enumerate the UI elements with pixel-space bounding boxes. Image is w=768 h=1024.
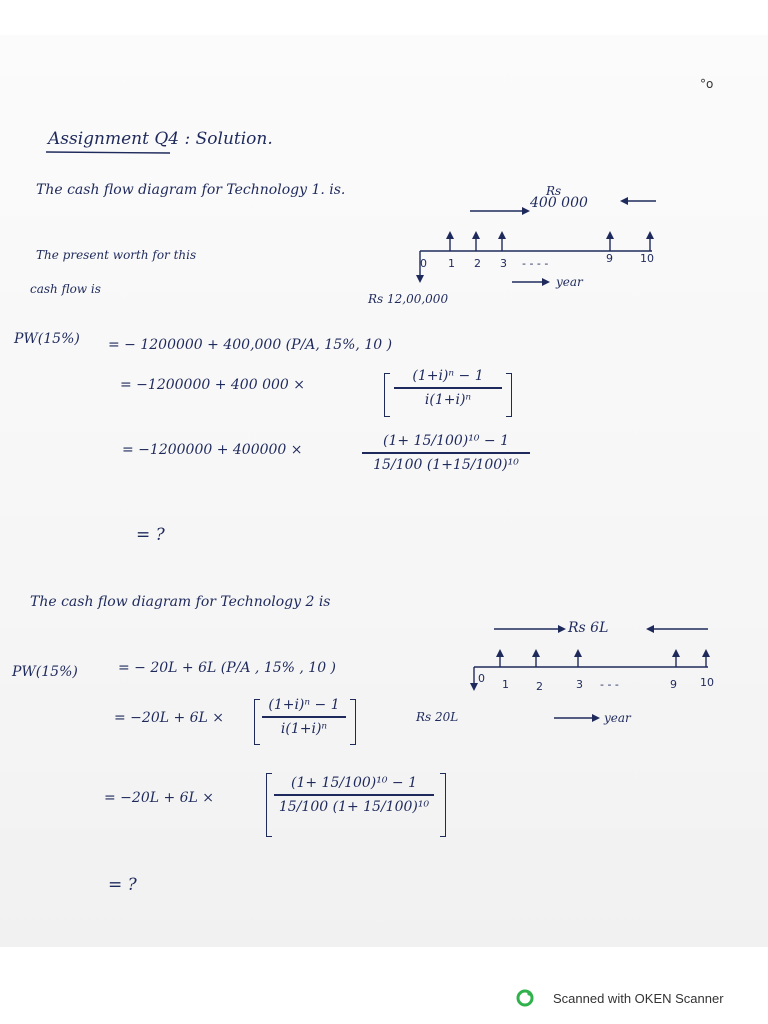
tech1-pw-intro-2: cash flow is bbox=[30, 282, 101, 296]
tech1-tick-1: 1 bbox=[448, 257, 455, 270]
tech2-tick-dots: - - - bbox=[600, 678, 619, 691]
tech1-intro: The cash flow diagram for Technology 1. is. bbox=[36, 182, 346, 198]
tech2-eq2-bracket-right bbox=[350, 699, 356, 745]
tech1-amount: 400 000 bbox=[530, 195, 588, 211]
scanned-page bbox=[0, 35, 768, 947]
title-underline bbox=[46, 149, 176, 157]
tech1-year-arrow bbox=[512, 277, 552, 287]
corner-mark: °o bbox=[700, 77, 714, 91]
tech1-cashflow-diagram bbox=[410, 195, 670, 285]
tech2-tick-10: 10 bbox=[700, 676, 714, 689]
tech1-pw-intro-1: The present worth for this bbox=[36, 248, 197, 262]
tech2-eq2-fraction bbox=[262, 697, 346, 737]
tech2-eq3-fraction bbox=[274, 775, 434, 815]
tech2-pw-lhs: PW(15%) bbox=[12, 664, 78, 680]
tech1-pw-lhs: PW(15%) bbox=[14, 331, 80, 347]
tech2-eq3-numerator: (1+ 15/100)¹⁰ − 1 bbox=[290, 775, 418, 791]
tech1-tick-dots: - - - - bbox=[522, 257, 549, 270]
tech1-eq3: = −1200000 + 400000 × bbox=[122, 442, 303, 458]
tech1-eq2-denominator: i(1+i)ⁿ bbox=[424, 391, 472, 408]
tech1-result: = ? bbox=[136, 525, 165, 545]
tech1-eq1: = − 1200000 + 400,000 (P/A, 15%, 10 ) bbox=[108, 337, 393, 353]
page-title: Assignment Q4 : Solution. bbox=[48, 129, 273, 149]
tech2-intro: The cash flow diagram for Technology 2 is bbox=[30, 594, 331, 610]
tech1-eq2-numerator: (1+i)ⁿ − 1 bbox=[412, 368, 484, 384]
tech1-tick-2: 2 bbox=[474, 257, 481, 270]
scanner-footer bbox=[0, 947, 768, 1024]
tech2-initial-cost: Rs 20L bbox=[416, 710, 459, 724]
tech1-eq3-denominator: 15/100 (1+15/100)¹⁰ bbox=[373, 456, 519, 473]
tech1-axis-label: year bbox=[556, 275, 583, 289]
tech1-eq2-bracket-left bbox=[384, 373, 390, 417]
tech2-amount: Rs 6L bbox=[568, 620, 609, 636]
tech1-eq2-fraction bbox=[394, 368, 502, 408]
tech1-tick-10: 10 bbox=[640, 252, 654, 265]
tech2-axis-label: year bbox=[604, 711, 631, 725]
tech1-eq2: = −1200000 + 400 000 × bbox=[120, 377, 305, 393]
tech2-tick-2: 2 bbox=[536, 680, 543, 693]
tech1-tick-3: 3 bbox=[500, 257, 507, 270]
tech1-eq3-numerator: (1+ 15/100)¹⁰ − 1 bbox=[382, 433, 510, 449]
oken-scanner-logo-icon bbox=[516, 989, 534, 1007]
tech1-initial-cost: Rs 12,00,000 bbox=[368, 292, 449, 306]
tech2-cashflow-diagram bbox=[464, 620, 724, 703]
tech1-eq3-fraction bbox=[362, 433, 530, 473]
tech1-tick-0: 0 bbox=[420, 257, 427, 270]
tech2-tick-0: 0 bbox=[478, 672, 485, 685]
scanner-watermark-text: Scanned with OKEN Scanner bbox=[553, 991, 724, 1006]
tech2-eq3-bracket-left bbox=[266, 773, 272, 837]
tech2-eq2-numerator: (1+i)ⁿ − 1 bbox=[268, 697, 340, 713]
tech2-eq2-denominator: i(1+i)ⁿ bbox=[280, 720, 328, 737]
tech2-result: = ? bbox=[108, 875, 137, 895]
tech1-amount-label: Rs bbox=[546, 184, 562, 198]
tech1-tick-9: 9 bbox=[606, 252, 613, 265]
tech2-eq2-bracket-left bbox=[254, 699, 260, 745]
tech2-tick-3: 3 bbox=[576, 678, 583, 691]
tech2-year-arrow bbox=[554, 713, 602, 723]
tech2-tick-9: 9 bbox=[670, 678, 677, 691]
tech2-eq3: = −20L + 6L × bbox=[104, 790, 215, 806]
tech2-eq3-denominator: 15/100 (1+ 15/100)¹⁰ bbox=[278, 798, 430, 815]
tech2-tick-1: 1 bbox=[502, 678, 509, 691]
tech1-eq2-bracket-right bbox=[506, 373, 512, 417]
tech2-eq2: = −20L + 6L × bbox=[114, 710, 225, 726]
tech2-eq1: = − 20L + 6L (P/A , 15% , 10 ) bbox=[118, 660, 337, 676]
tech2-eq3-bracket-right bbox=[440, 773, 446, 837]
